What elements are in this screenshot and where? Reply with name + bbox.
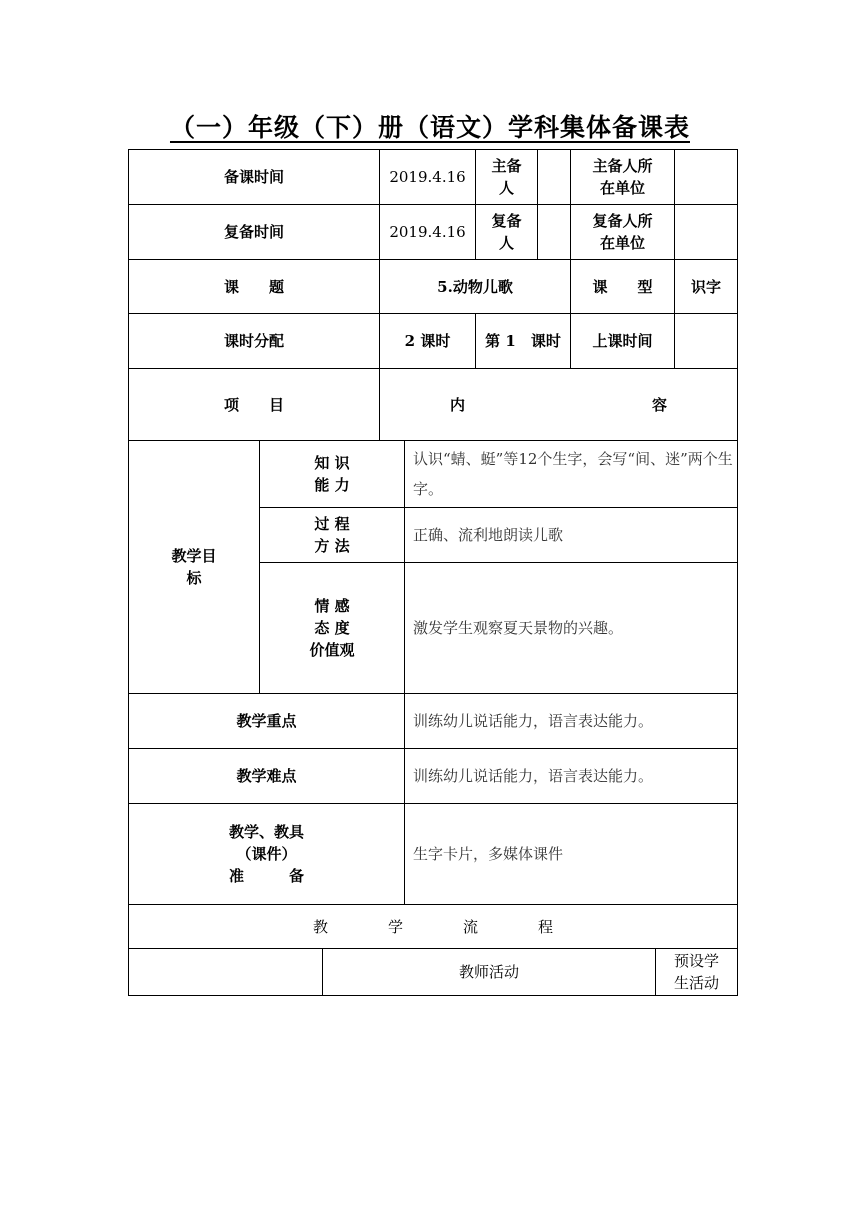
student-activity-label: 预设学生活动 [673,952,719,992]
knowledge-label: 知 识 能 力 [260,441,405,508]
main-preparer-label: 主备人 [476,150,538,205]
content-header [380,369,737,441]
main-preparer-unit-label: 主备人所在单位 [571,150,675,205]
main-preparer-value[interactable] [538,150,571,205]
content-label-1: 内 [450,395,466,414]
review-preparer-label: 复备人 [476,205,538,260]
flow-step-cell[interactable] [129,949,323,995]
review-preparer-unit-value[interactable] [675,205,737,260]
review-time-value: 2019.4.16 [380,205,476,260]
prep-time-label: 备课时间 [129,150,380,205]
review-time-label: 复备时间 [129,205,380,260]
difficulties-value: 训练幼儿说话能力，语言表达能力。 [405,749,737,804]
key-points-value: 训练幼儿说话能力，语言表达能力。 [405,694,737,749]
difficulties-label: 教学难点 [129,749,405,804]
page-title: （一）年级（下）册（语文）学科集体备课表 [169,113,690,142]
main-preparer-unit-value[interactable] [675,150,737,205]
item-label: 项 目 [129,369,380,441]
teaching-flow-label: 教 学 流 程 [129,905,737,949]
preparation-label-line2: （课件） [236,845,297,863]
preparation-value: 生字卡片，多媒体课件 [405,804,737,905]
type-value: 识字 [675,260,737,314]
prep-time-value: 2019.4.16 [380,150,476,205]
key-points-label: 教学重点 [129,694,405,749]
knowledge-value: 认识“蜻、蜓”等12个生字，会写“间、迷”两个生字。 [405,441,737,508]
emotion-value: 激发学生观察夏天景物的兴趣。 [405,563,737,694]
lesson-number: 第 1 课时 [476,314,571,369]
preparation-label [129,804,405,905]
process-value: 正确、流利地朗读儿歌 [405,508,737,563]
review-preparer-value[interactable] [538,205,571,260]
class-time-value[interactable] [675,314,737,369]
emotion-label: 情 感 态 度 价值观 [260,563,405,694]
preparation-label-line3: 准 备 [228,867,304,885]
class-time-label: 上课时间 [571,314,675,369]
topic-label: 课 题 [129,260,380,314]
hours-label: 课时分配 [129,314,380,369]
process-label: 过 程 方 法 [260,508,405,563]
teaching-goals-label: 教学目标 [129,441,260,694]
topic-value: 5.动物儿歌 [380,260,571,314]
type-label: 课 型 [571,260,675,314]
teacher-activity-label: 教师活动 [323,949,656,995]
preparation-label-line1: 教学、教具 [228,823,304,841]
content-label-2: 容 [651,395,667,414]
hours-value: 2 课时 [380,314,476,369]
lesson-plan-table [128,149,738,996]
review-preparer-unit-label: 复备人所在单位 [571,205,675,260]
